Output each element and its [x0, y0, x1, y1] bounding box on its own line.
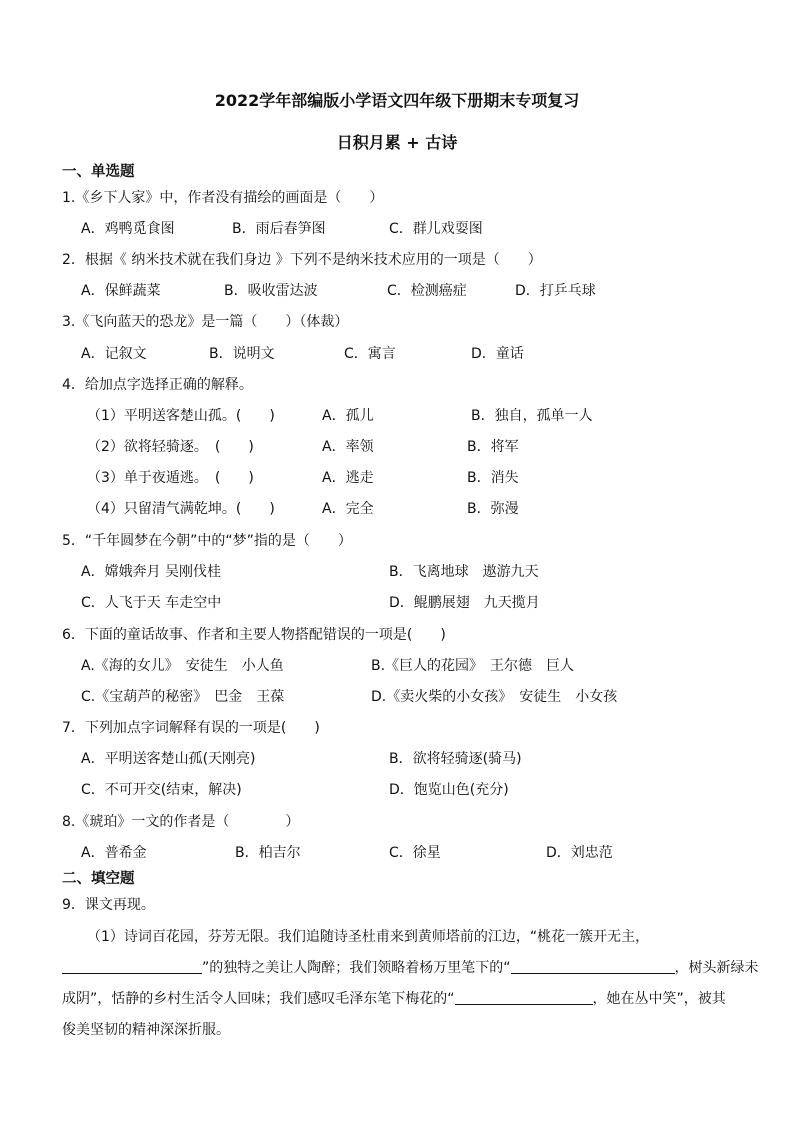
question-5-option-b: B．飞离地球 遨游九天 [389, 564, 539, 580]
question-7-option-c: C．不可开交(结束，解决) [81, 782, 242, 798]
question-7-option-a: A．平明送客楚山孤(天刚亮) [81, 751, 256, 767]
question-4-item-1: （1）平明送客楚山孤。( ) [87, 408, 275, 424]
question-4-stem: 4．给加点字选择正确的解释。 [62, 377, 253, 393]
question-9-paragraph-line-2 [62, 957, 759, 977]
question-1-option-a: A．鸡鸭觅食图 [81, 221, 175, 237]
question-9-stem: 9．课文再现。 [62, 897, 155, 913]
question-3-option-c: C．寓言 [344, 346, 396, 362]
question-8-option-d: D．刘忠范 [546, 845, 613, 861]
section-heading-single-choice: 一、单选题 [62, 164, 135, 180]
question-3-option-a: A．记叙文 [81, 346, 147, 362]
question-4-item-3-option-a: A．逃走 [322, 470, 374, 486]
question-9-paragraph-line-4: 俊美坚韧的精神深深折服。 [62, 1022, 230, 1038]
question-7-option-d: D．饱览山色(充分) [389, 782, 509, 798]
question-9-paragraph-line-3 [62, 988, 726, 1008]
question-3-option-d: D．童话 [471, 346, 524, 362]
question-5-stem: 5．“千年圆梦在今朝”中的“梦”指的是（ ） [62, 533, 352, 549]
question-4-item-4-option-a: A．完全 [322, 501, 374, 517]
question-9-text-segment: 成阴”，恬静的乡村生活令人回味；我们感叹毛泽东笔下梅花的“ [62, 991, 455, 1007]
question-4-item-3: （3）单于夜遁逃。 ( ) [87, 470, 254, 486]
document-title: 2022学年部编版小学语文四年级下册期末专项复习 [214, 91, 580, 110]
question-6-option-a: A.《海的女儿》 安徒生 小人鱼 [81, 658, 284, 674]
question-2-option-b: B．吸收雷达波 [224, 283, 318, 299]
question-4-item-2-option-a: A．率领 [322, 439, 374, 455]
question-6-option-d: D.《卖火柴的小女孩》 安徒生 小女孩 [371, 689, 618, 705]
question-6-option-c: C.《宝葫芦的秘密》 巴金 王葆 [81, 689, 285, 705]
question-2-option-a: A．保鲜蔬菜 [81, 283, 161, 299]
question-8-stem: 8.《琥珀》一文的作者是（ ） [62, 814, 300, 830]
question-6-stem: 6．下面的童话故事、作者和主要人物搭配错误的一项是( ) [62, 627, 446, 643]
question-2-option-c: C．检测癌症 [387, 283, 467, 299]
question-8-option-b: B．柏吉尔 [235, 845, 301, 861]
question-8-option-c: C．徐星 [389, 845, 441, 861]
question-9-text-segment: ”的独特之美让人陶醉；我们领略着杨万里笔下的“ [202, 960, 511, 976]
question-4-item-4-option-b: B．弥漫 [467, 501, 519, 517]
question-8-option-a: A．普希金 [81, 845, 147, 861]
document-subtitle: 日积月累 + 古诗 [336, 133, 458, 152]
question-4-item-4: （4）只留清气满乾坤。( ) [87, 501, 275, 517]
answer-blank-2[interactable] [511, 959, 675, 974]
question-9-text-segment: ，树头新绿未 [674, 960, 759, 976]
question-4-item-2: （2）欲将轻骑逐。 ( ) [87, 439, 254, 455]
question-1-stem: 1.《乡下人家》中，作者没有描绘的画面是（ ） [62, 190, 384, 206]
question-4-item-2-option-b: B．将军 [467, 439, 519, 455]
question-5-option-a: A．嫦娥奔月 吴刚伐桂 [81, 564, 222, 580]
question-4-item-3-option-b: B．消失 [467, 470, 519, 486]
question-9-text-segment: ，她在丛中笑”，被其 [592, 991, 726, 1007]
section-heading-fill-blank: 二、填空题 [62, 871, 135, 887]
answer-blank-3[interactable] [455, 990, 593, 1005]
question-3-stem: 3.《飞向蓝天的恐龙》是一篇（ ）（体裁） [62, 314, 349, 330]
question-7-option-b: B．欲将轻骑逐(骑马) [389, 751, 522, 767]
question-5-option-d: D．鲲鹏展翅 九天揽月 [389, 595, 540, 611]
question-4-item-1-option-b: B．独自，孤单一人 [471, 408, 593, 424]
question-9-paragraph-line-1: （1）诗词百花园，芬芳无限。我们追随诗圣杜甫来到黄师塔前的江边，“桃花一簇开无主， [87, 929, 650, 945]
answer-blank-1[interactable] [62, 959, 202, 974]
question-2-stem: 2．根据《 纳米技术就在我们身边 》下列不是纳米技术应用的一项是（ ） [62, 252, 542, 268]
question-6-option-b: B.《巨人的花园》 王尔德 巨人 [371, 658, 575, 674]
question-5-option-c: C．人飞于天 车走空中 [81, 595, 222, 611]
question-2-option-d: D．打乒乓球 [515, 283, 596, 299]
question-1-option-c: C．群儿戏耍图 [389, 221, 483, 237]
question-7-stem: 7．下列加点字词解释有误的一项是( ) [62, 720, 320, 736]
question-1-option-b: B．雨后春笋图 [232, 221, 326, 237]
question-4-item-1-option-a: A．孤儿 [322, 408, 374, 424]
question-3-option-b: B．说明文 [209, 346, 275, 362]
